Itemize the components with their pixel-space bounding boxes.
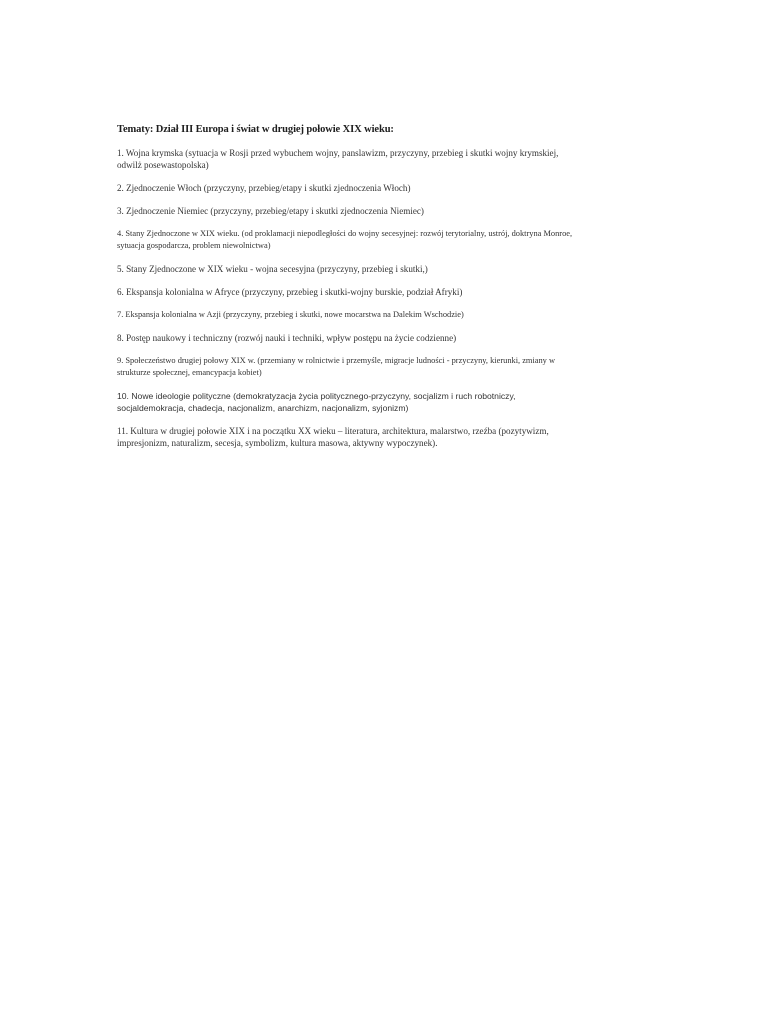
- topic-item-4: 4. Stany Zjednoczone w XIX wieku. (od proklamacji niepodległości do wojny secesyjnej: rozwój terytorialny, ustrój, doktryna Monroe, sytuacja gospodarcza, problem niewolnictwa): [117, 229, 573, 250]
- topic-item-10: 10. Nowe ideologie polityczne (demokratyzacja życia politycznego-przyczyny, socjalizm i ruch robotniczy, socjaldemokracja, chadecja, nacjonalizm, anarchizm, nacjonalizm, syjonizm): [117, 391, 516, 413]
- topic-item-7: 7. Ekspansja kolonialna w Azji (przyczyny, przebieg i skutki, nowe mocarstwa na Dalekim Wschodzie): [117, 310, 464, 319]
- document-heading: Tematy: Dział III Europa i świat w drugiej połowie XIX wieku:: [117, 124, 394, 135]
- topic-item-9: 9. Społeczeństwo drugiej połowy XIX w. (przemiany w rolnictwie i przemyśle, migracje ludności - przyczyny, kierunki, zmiany w strukturze społecznej, emancypacja kobiet): [117, 356, 556, 377]
- topic-item-6: 6. Ekspansja kolonialna w Afryce (przyczyny, przebieg i skutki-wojny burskie, podział Afryki): [117, 287, 463, 297]
- topic-item-11: 11. Kultura w drugiej połowie XIX i na początku XX wieku – literatura, architektura, malarstwo, rzeźba (pozytywizm, impresjonizm, naturalizm, secesja, symbolizm, kultura masowa, aktywny wypoczynek).: [117, 426, 549, 448]
- topic-list: [117, 147, 577, 449]
- document-page: [117, 124, 577, 460]
- topic-item-2: 2. Zjednoczenie Włoch (przyczyny, przebieg/etapy i skutki zjednoczenia Włoch): [117, 183, 411, 193]
- topic-item-5: 5. Stany Zjednoczone w XIX wieku - wojna secesyjna (przyczyny, przebieg i skutki,): [117, 264, 428, 274]
- topic-item-3: 3. Zjednoczenie Niemiec (przyczyny, przebieg/etapy i skutki zjednoczenia Niemiec): [117, 206, 424, 216]
- topic-item-8: 8. Postęp naukowy i techniczny (rozwój nauki i techniki, wpływ postępu na życie codzienne): [117, 333, 457, 343]
- topic-item-1: 1. Wojna krymska (sytuacja w Rosji przed wybuchem wojny, panslawizm, przyczyny, przebieg i skutki wojny krymskiej, odwilż posewastopolska): [117, 148, 559, 170]
